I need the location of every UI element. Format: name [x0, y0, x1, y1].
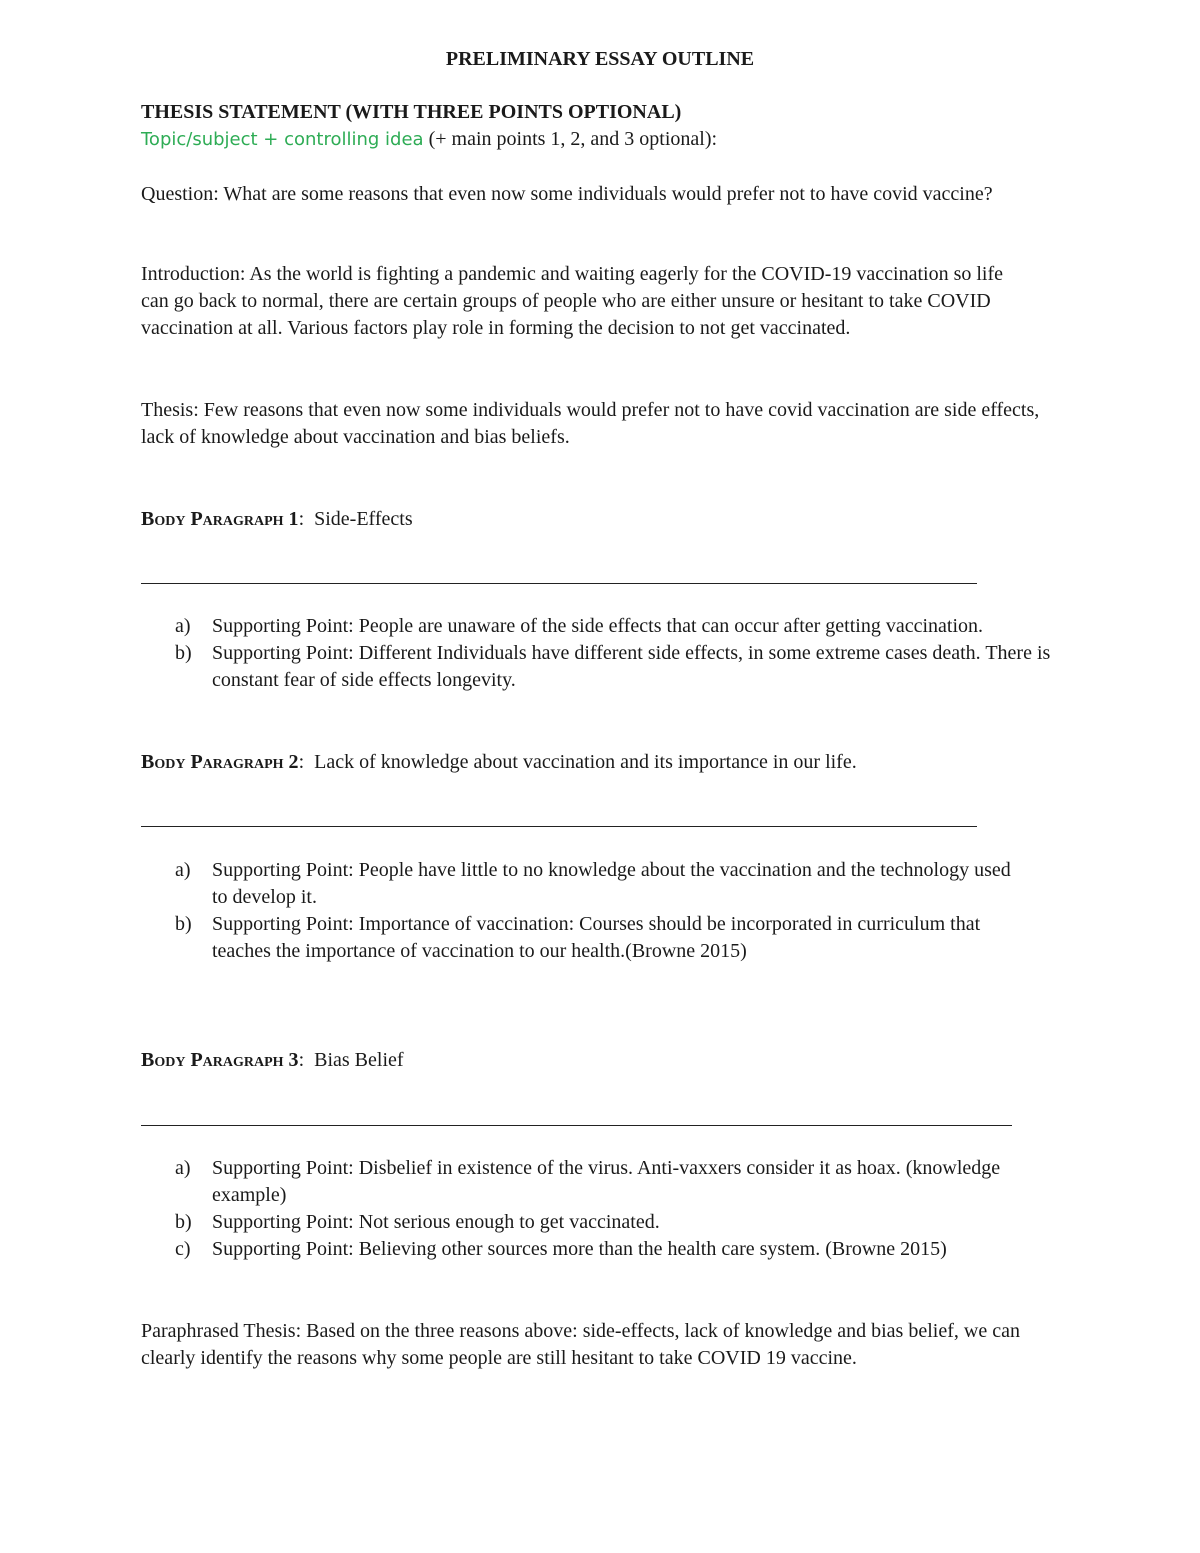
introduction-paragraph: Introduction: As the world is fighting a pandemic and waiting eagerly for the COVID-19 vaccination so life can go back to normal, there are certain groups of people who are either unsure or hesitant to take COVID vaccination at all. Various factors play role in forming the decision to not get vaccinated. — [141, 263, 1004, 339]
thesis-heading: THESIS STATEMENT (WITH THREE POINTS OPTIONAL) — [141, 101, 682, 123]
body-paragraph-2-topic: Lack of knowledge about vaccination and its importance in our life. — [314, 751, 857, 773]
list-item — [175, 1155, 1045, 1209]
body-paragraph-3-heading — [141, 1047, 1071, 1074]
supporting-point-text: Supporting Point: Importance of vaccination: Courses should be incorporated in curriculum that teaches the importance of vaccination to our health.(Browne 2015) — [212, 913, 981, 962]
body-paragraph-1-topic: Side-Effects — [314, 508, 413, 530]
body-paragraph-2-rule — [141, 826, 977, 827]
list-marker: b) — [175, 913, 192, 935]
supporting-point-text: Supporting Point: Believing other sources more than the health care system. (Browne 2015) — [212, 1238, 947, 1260]
body-paragraph-1-label: Body Paragraph 1 — [141, 508, 299, 530]
list-marker: c) — [175, 1238, 191, 1260]
topic-line — [141, 126, 1071, 153]
thesis-paragraph: Thesis: Few reasons that even now some individuals would prefer not to have covid vaccination are side effects, lack of knowledge about vaccination and bias beliefs. — [141, 399, 1040, 448]
list-marker: b) — [175, 1211, 192, 1233]
list-item — [175, 857, 1015, 911]
supporting-point-text: Supporting Point: Disbelief in existence of the virus. Anti-vaxxers consider it as hoax. (knowledge example) — [212, 1157, 1001, 1206]
list-marker: a) — [175, 859, 191, 881]
body-paragraph-1-rule — [141, 583, 977, 584]
body-paragraph-1-colon: : — [298, 508, 305, 530]
topic-controlling-idea: Topic/subject + controlling idea — [141, 129, 424, 150]
question-paragraph: Question: What are some reasons that even now some individuals would prefer not to have covid vaccine? — [141, 183, 993, 205]
list-marker: a) — [175, 615, 191, 637]
list-item — [175, 640, 1065, 694]
body-paragraph-3-points — [175, 1155, 1045, 1263]
list-item — [175, 1236, 1045, 1263]
supporting-point-text: Supporting Point: Not serious enough to get vaccinated. — [212, 1211, 660, 1233]
list-item — [175, 911, 1015, 965]
topic-main-points: (+ main points 1, 2, and 3 optional): — [423, 128, 718, 150]
supporting-point-text: Supporting Point: Different Individuals have different side effects, in some extreme cases death. There is constant fear of side effects longevity. — [212, 642, 1051, 691]
body-paragraph-2-points — [175, 857, 1015, 965]
body-paragraph-1-heading — [141, 506, 1071, 533]
body-paragraph-3-rule — [141, 1125, 1012, 1126]
body-paragraph-2-colon: : — [298, 751, 305, 773]
body-paragraph-2-heading — [141, 749, 1071, 776]
list-marker: a) — [175, 1157, 191, 1179]
paraphrased-thesis-paragraph: Paraphrased Thesis: Based on the three reasons above: side-effects, lack of knowledge and bias belief, we can clearly identify the reasons why some people are still hesitant to take COVID 19 vaccine. — [141, 1320, 1020, 1369]
document-title: PRELIMINARY ESSAY OUTLINE — [445, 48, 755, 70]
supporting-point-text: Supporting Point: People are unaware of the side effects that can occur after getting vaccination. — [212, 615, 984, 637]
supporting-point-text: Supporting Point: People have little to no knowledge about the vaccination and the technology used to develop it. — [212, 859, 1011, 908]
body-paragraph-3-topic: Bias Belief — [314, 1049, 404, 1071]
list-marker: b) — [175, 642, 192, 664]
body-paragraph-3-colon: : — [298, 1049, 305, 1071]
list-item — [175, 613, 1065, 640]
body-paragraph-3-label: Body Paragraph 3 — [141, 1049, 299, 1071]
body-paragraph-1-points — [175, 613, 1065, 694]
list-item — [175, 1209, 1045, 1236]
body-paragraph-2-label: Body Paragraph 2 — [141, 751, 299, 773]
